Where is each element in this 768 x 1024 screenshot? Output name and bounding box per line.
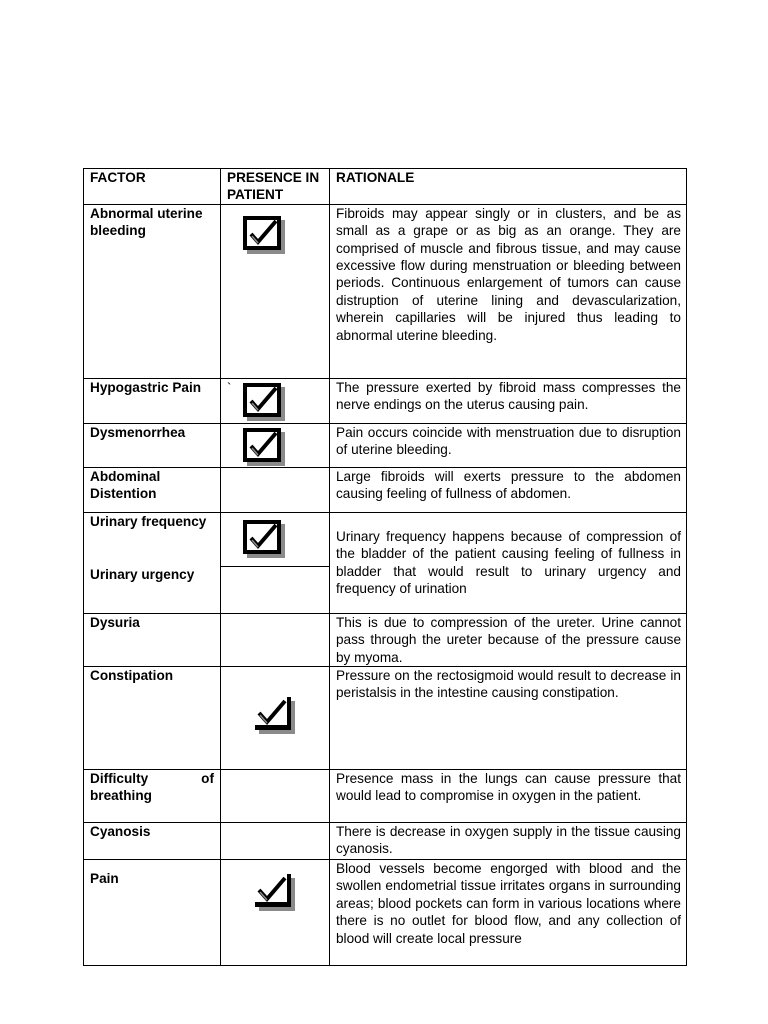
rationale-cell: Blood vessels become engorged with blood and the swollen endometrial tissue irritates organs in surrounding areas; blood pockets can form in various locations where there is no outlet for blood flow, and any collection of blood will create local pressure [330, 860, 687, 966]
table-row [84, 467, 687, 512]
presence-cell [221, 566, 330, 613]
presence-cell [221, 467, 330, 512]
presence-cell [221, 770, 330, 823]
presence-cell [221, 378, 330, 423]
factor-cell: Cyanosis [84, 823, 221, 860]
rationale-text: Urinary frequency happens because of compression of the bladder of the patient causing feeling of fullness in bladder that would result to urinary urgency and frequency of urination [336, 529, 681, 597]
header-presence: PRESENCE IN PATIENT [221, 169, 330, 205]
rationale-cell: Large fibroids will exerts pressure to the abdomen causing feeling of fullness of abdomen. [330, 467, 687, 512]
table-row [84, 770, 687, 823]
rationale-cell: Presence mass in the lungs can cause pressure that would lead to compromise in oxygen in the patient. [330, 770, 687, 823]
factor-text: Pain [90, 871, 119, 887]
check-icon [243, 428, 287, 468]
factor-cell [84, 860, 221, 966]
factor-cell: Urinary urgency [84, 566, 221, 613]
presence-cell [221, 423, 330, 467]
presence-cell [221, 667, 330, 770]
table-row [84, 613, 687, 666]
header-rationale: RATIONALE [330, 169, 687, 205]
factor-cell [84, 770, 221, 823]
rationale-cell: This is due to compression of the ureter. Urine cannot pass through the ureter because of the pressure cause by myoma. [330, 613, 687, 666]
check-icon [243, 216, 287, 260]
presence-cell [221, 823, 330, 860]
table-row [84, 378, 687, 423]
rationale-cell: Pressure on the rectosigmoid would result to decrease in peristalsis in the intestine causing constipation. [330, 667, 687, 770]
table-row [84, 423, 687, 467]
table-row [84, 512, 687, 566]
rationale-cell [330, 512, 687, 613]
header-factor: FACTOR [84, 169, 221, 205]
presence-cell [221, 613, 330, 666]
factor-cell: Dysuria [84, 613, 221, 666]
factor-cell: Abnormal uterine bleeding [84, 204, 221, 378]
presence-cell [221, 512, 330, 566]
rationale-cell: There is decrease in oxygen supply in the tissue causing cyanosis. [330, 823, 687, 860]
table-row [84, 204, 687, 378]
presence-cell [221, 204, 330, 378]
check-icon [243, 520, 287, 564]
rationale-cell: Fibroids may appear singly or in clusters, and be as small as a grape or as big as an orange. They are comprised of muscle and fibrous tissue, and may cause excessive flow during menstruation or bleeding between periods. Continuous enlargement of tumors can cause distruption of uterine lining and devascularization, wherein capillaries will be injured thus leading to abnormal uterine bleeding. [330, 204, 687, 378]
factor-cell: Hypogastric Pain [84, 378, 221, 423]
factor-text: Difficulty of breathing [90, 771, 214, 804]
check-icon [253, 874, 297, 918]
table-row [84, 823, 687, 860]
factor-cell: Dysmenorrhea [84, 423, 221, 467]
header-row [84, 169, 687, 205]
factor-table [83, 168, 687, 966]
check-icon [253, 697, 297, 741]
check-icon [243, 383, 287, 424]
factor-cell: Urinary frequency [84, 512, 221, 566]
table-row [84, 667, 687, 770]
factor-cell: Constipation [84, 667, 221, 770]
stray-mark: ` [227, 379, 232, 395]
rationale-cell: The pressure exerted by fibroid mass compresses the nerve endings on the uterus causing pain. [330, 378, 687, 423]
table-row [84, 860, 687, 966]
presence-cell [221, 860, 330, 966]
rationale-cell: Pain occurs coincide with menstruation due to disruption of uterine bleeding. [330, 423, 687, 467]
factor-cell: Abdominal Distention [84, 467, 221, 512]
